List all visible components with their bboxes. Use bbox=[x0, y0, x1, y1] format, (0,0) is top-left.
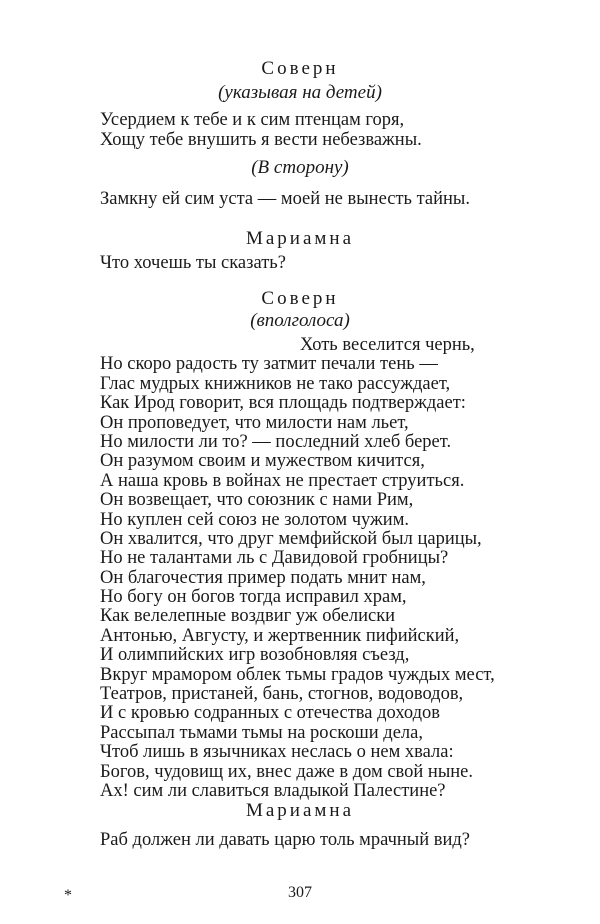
verse-line: И олимпийских игр возобновляя съезд, bbox=[100, 645, 410, 666]
speaker-name: Соверн bbox=[261, 58, 339, 79]
verse-line: Глас мудрых книжников не тако рассуждает, bbox=[100, 373, 451, 394]
verse-line: Но милости ли то? — последний хлеб берет. bbox=[100, 431, 452, 452]
verse-line: Чтоб лишь в язычниках неслась о нем хвала: bbox=[100, 742, 454, 763]
speaker-name: Мариамна bbox=[245, 800, 355, 821]
speaker-name: Мариамна bbox=[245, 228, 355, 249]
verse-line: Замкну ей сим уста — моей не вынесть тайны. bbox=[100, 189, 470, 209]
verse-line: Он проповедует, что милости нам льет, bbox=[100, 412, 409, 433]
verse-line: А наша кровь в войнах не престает струиться. bbox=[100, 470, 465, 491]
verse-line: Но не талантами ль с Давидовой гробницы? bbox=[100, 548, 449, 569]
page-number: 307 bbox=[288, 884, 312, 901]
verse-line: Как велелепные воздвиг уж обелиски bbox=[100, 606, 396, 627]
verse-line: Театров, пристаней, бань, стогнов, водоводов, bbox=[100, 684, 464, 705]
verse-line: Он хвалится, что друг мемфийской был царицы, bbox=[100, 528, 482, 549]
verse-line: Рассыпал тьмами тьмы на роскоши дела, bbox=[100, 722, 423, 743]
verse-line: Богов, чудовищ их, внес даже в дом свой ныне. bbox=[100, 761, 473, 782]
verse-line: Вкруг мрамором облек тьмы градов чуждых мест, bbox=[100, 664, 495, 685]
stage-direction: (В сторону) bbox=[251, 157, 349, 178]
speaker-name: Соверн bbox=[261, 288, 339, 309]
verse-line: Ах! сим ли славиться владыкой Палестине? bbox=[100, 780, 446, 801]
verse-line: Как Ирод говорит, вся площадь подтверждает: bbox=[100, 393, 466, 414]
verse-line: Хоть веселится чернь, bbox=[300, 335, 475, 355]
verse-line: Что хочешь ты сказать? bbox=[100, 253, 286, 273]
speech-verse bbox=[100, 336, 540, 801]
verse-line: Раб должен ли давать царю толь мрачный вид? bbox=[100, 830, 471, 850]
verse-line: Он благочестия пример подать мнит нам, bbox=[100, 567, 426, 588]
verse-line: Антонью, Августу, и жертвенник пифийский, bbox=[100, 625, 460, 646]
verse-line: Хощу тебе внушить я вести небезважны. bbox=[100, 130, 422, 150]
verse-line: Но куплен сей союз не золотом чужим. bbox=[100, 509, 410, 530]
verse-line: Усердием к тебе и к сим птенцам горя, bbox=[100, 110, 405, 130]
verse-line: Но скоро радость ту затмит печали тень — bbox=[100, 354, 438, 375]
stage-direction: (вполголоса) bbox=[250, 310, 350, 331]
footnote-mark: * bbox=[64, 887, 72, 904]
stage-direction: (указывая на детей) bbox=[218, 82, 382, 103]
verse-line: Но богу он богов тогда исправил храм, bbox=[100, 587, 407, 608]
verse-line: Он разумом своим и мужеством кичится, bbox=[100, 451, 425, 472]
verse-line: И с кровью содранных с отечества доходов bbox=[100, 703, 440, 724]
verse-line: Он возвещает, что союзник с нами Рим, bbox=[100, 490, 414, 511]
